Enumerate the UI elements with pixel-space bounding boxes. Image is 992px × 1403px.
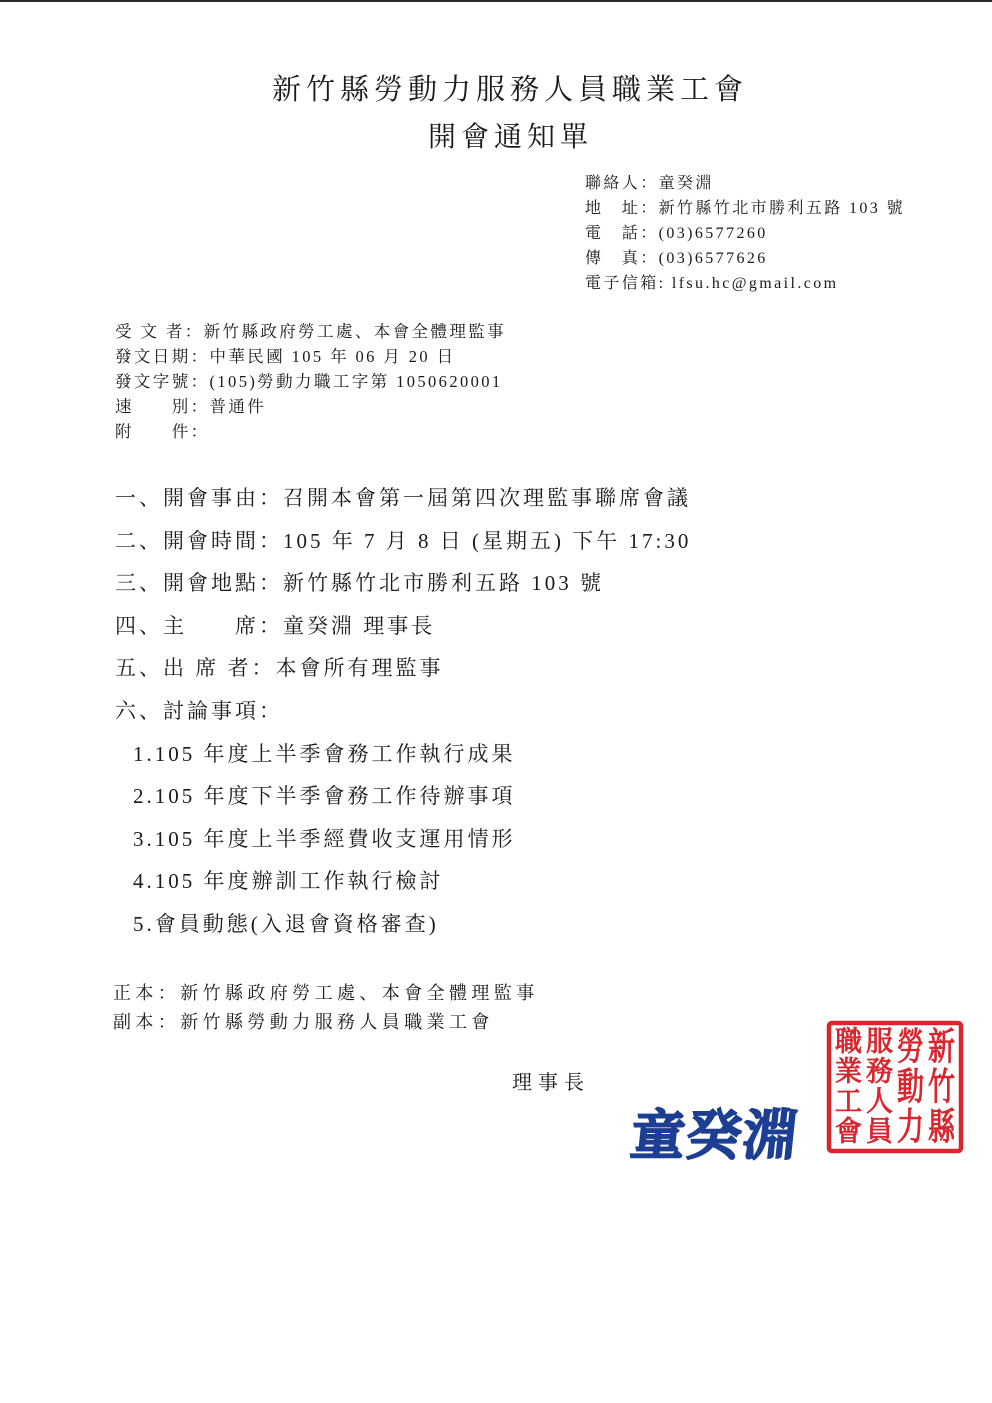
organization-seal-stamp [826, 1020, 964, 1154]
meeting-attendees-item [115, 647, 691, 690]
contact-fax-row [585, 246, 905, 271]
seal-character: 力 [897, 1105, 924, 1149]
seal-character: 業 [834, 1056, 863, 1088]
contact-email-row [585, 271, 905, 296]
contact-address-row [585, 196, 905, 221]
contact-value: 童癸淵 [658, 175, 714, 192]
item-value: 召開本會第一屆第四次理監事聯席會議 [283, 486, 691, 510]
dist-value: 新竹縣政府勞工處、本會全體理監事 [180, 983, 539, 1003]
seal-character: 新 [928, 1025, 955, 1069]
scan-edge-line [0, 0, 992, 2]
seal-character: 勞 [897, 1025, 924, 1069]
meeting-purpose-item [115, 477, 691, 520]
contact-person-row [585, 171, 905, 196]
item-label: 二、開會時間： [115, 528, 283, 553]
seal-character: 服 [865, 1026, 894, 1058]
meta-value: 中華民國 105 年 06 月 20 日 [209, 347, 456, 366]
seal-character: 縣 [928, 1105, 955, 1149]
contact-value: (03)6577260 [658, 225, 768, 242]
handwritten-signature [622, 1090, 812, 1170]
seal-character: 竹 [928, 1065, 955, 1109]
dist-label: 副本： [113, 1012, 181, 1032]
signatory-title: 理事長 [512, 1072, 590, 1094]
meta-value: (105)勞動力職工字第 1050620001 [209, 372, 503, 391]
meta-label: 附 件： [115, 422, 210, 441]
meta-label: 速 別： [115, 397, 210, 416]
contact-block [585, 171, 905, 296]
meta-label: 發文日期： [115, 347, 210, 366]
document-number-row [115, 369, 506, 394]
meta-value: 普通件 [209, 397, 267, 416]
original-copy-row [113, 979, 539, 1008]
contact-phone-row [585, 221, 905, 246]
item-value: 新竹縣竹北市勝利五路 103 號 [283, 571, 604, 596]
seal-character: 務 [865, 1056, 894, 1088]
meeting-place-item [115, 562, 691, 605]
contact-value: lfsu.hc@gmail.com [671, 275, 839, 292]
recipient-row [115, 319, 506, 344]
discussion-item: 5.會員動態(入退會資格審查) [133, 911, 439, 936]
meeting-time-item [115, 520, 691, 563]
contact-label: 電子信箱: [585, 275, 672, 292]
distribution-block [113, 979, 539, 1037]
discussion-item: 4.105 年度辦訓工作執行檢討 [133, 869, 444, 894]
seal-character: 職 [834, 1026, 863, 1058]
meta-label: 受 文 者： [115, 322, 204, 341]
item-value: 105 年 7 月 8 日 (星期五) 下午 17:30 [283, 528, 692, 553]
item-value: 童癸淵 理事長 [283, 613, 436, 638]
discussion-item: 1.105 年度上半季會務工作執行成果 [133, 741, 516, 766]
dist-label: 正本： [113, 983, 181, 1003]
carbon-copy-row [113, 1008, 539, 1037]
contact-label: 地 址： [585, 200, 659, 217]
discussion-item: 3.105 年度上半季經費收支運用情形 [133, 826, 516, 851]
seal-character: 員 [865, 1116, 894, 1148]
contact-label: 傳 真： [585, 250, 659, 267]
seal-character: 動 [897, 1065, 924, 1109]
item-label: 三、開會地點： [115, 571, 283, 596]
organization-title: 新竹縣勞動力服務人員職業工會 [272, 74, 749, 106]
dispatch-info-block [115, 319, 506, 444]
seal-character: 人 [865, 1086, 894, 1118]
item-value: 本會所有理監事 [275, 656, 444, 681]
urgency-row [115, 394, 506, 419]
discussion-heading-item [115, 690, 691, 733]
seal-character: 會 [834, 1116, 863, 1148]
dist-value: 新竹縣勞動力服務人員職業工會 [180, 1012, 494, 1032]
issue-date-row [115, 344, 506, 369]
seal-character: 工 [834, 1086, 863, 1118]
contact-label: 電 話： [585, 225, 659, 242]
signature-text: 童癸淵 [627, 1103, 803, 1167]
meta-value: 新竹縣政府勞工處、本會全體理監事 [203, 322, 507, 341]
contact-value: (03)6577626 [658, 250, 768, 267]
contact-value: 新竹縣竹北市勝利五路 103 號 [658, 200, 906, 217]
contact-label: 聯絡人： [585, 175, 659, 192]
document-title: 開會通知單 [428, 122, 594, 153]
item-label: 四、主 席： [115, 613, 283, 638]
meta-label: 發文字號： [115, 372, 210, 391]
discussion-item: 2.105 年度下半季會務工作待辦事項 [133, 784, 516, 809]
meeting-chair-item [115, 605, 691, 648]
item-label: 六、討論事項： [115, 698, 283, 723]
attachment-row [115, 419, 506, 444]
meeting-items-list [115, 477, 691, 946]
item-label: 一、開會事由： [115, 486, 283, 510]
item-label: 五、出 席 者： [115, 656, 276, 681]
